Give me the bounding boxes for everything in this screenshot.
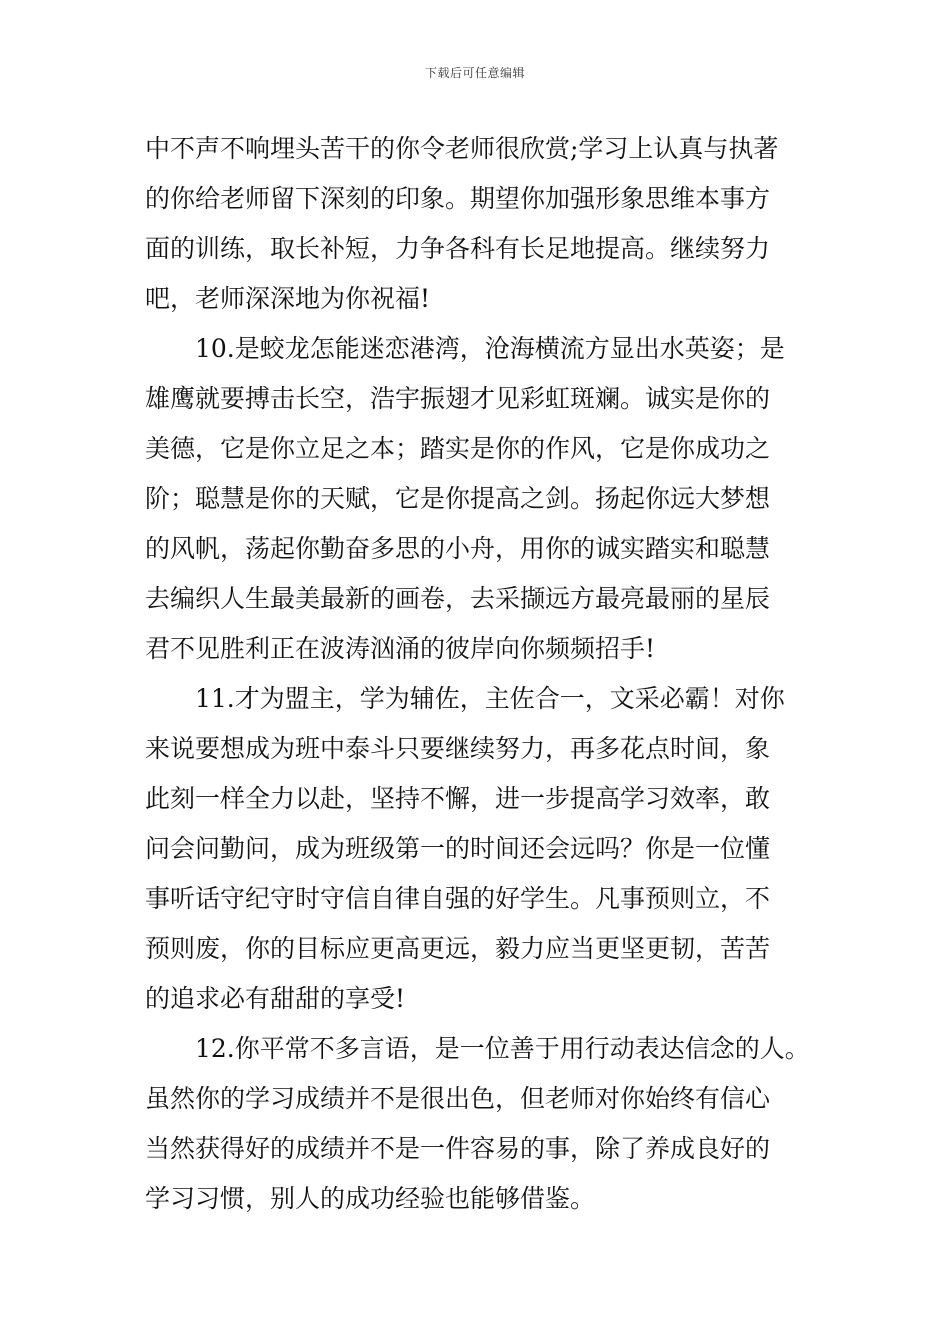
- text-line: 君不见胜利正在波涛汹涌的彼岸向你频频招手!: [145, 634, 656, 663]
- text-line: 的追求必有甜甜的享受!: [145, 984, 406, 1013]
- paragraph-10: [145, 324, 845, 674]
- paragraph-12: [145, 1024, 845, 1224]
- text-line: 事听话守纪守时守信自律自强的好学生。凡事预则立，不: [145, 884, 771, 913]
- text-line: 学习习惯，别人的成功经验也能够借鉴。: [145, 1184, 596, 1213]
- text-line: 10.是蛟龙怎能迷恋港湾，沧海横流方显出水英姿；是: [195, 334, 785, 363]
- text-line: 阶；聪慧是你的天赋，它是你提高之剑。扬起你远大梦想: [145, 484, 771, 513]
- text-line: 中不声不响埋头苦干的你令老师很欣赏;学习上认真与执著: [145, 134, 779, 163]
- paragraph-continued: [145, 124, 845, 324]
- text-line: 虽然你的学习成绩并不是很出色，但老师对你始终有信心: [145, 1084, 771, 1113]
- text-line: 预则废，你的目标应更高更远，毅力应当更坚更韧，苦苦: [145, 934, 771, 963]
- text-line: 的你给老师留下深刻的印象。期望你加强形象思维本事方: [145, 184, 771, 213]
- text-line: 美德，它是你立足之本；踏实是你的作风，它是你成功之: [145, 434, 771, 463]
- page-header: 下载后可任意编辑: [424, 66, 525, 80]
- text-line: 此刻一样全力以赴，坚持不懈，进一步提高学习效率，敢: [145, 784, 771, 813]
- paragraph-11: [145, 674, 845, 1024]
- text-line: 雄鹰就要搏击长空，浩宇振翅才见彩虹斑斓。诚实是你的: [145, 384, 771, 413]
- text-line: 面的训练，取长补短，力争各科有长足地提高。继续努力: [145, 234, 771, 263]
- document-body: [145, 124, 845, 1224]
- text-line: 来说要想成为班中泰斗只要继续努力，再多花点时间，象: [145, 734, 771, 763]
- text-line: 当然获得好的成绩并不是一件容易的事，除了养成良好的: [145, 1134, 771, 1163]
- text-line: 12.你平常不多言语，是一位善于用行动表达信念的人。: [195, 1034, 810, 1063]
- text-line: 的风帆，荡起你勤奋多思的小舟，用你的诚实踏实和聪慧: [145, 534, 771, 563]
- text-line: 问会问勤问，成为班级第一的时间还会远吗？你是一位懂: [145, 834, 771, 863]
- text-line: 吧，老师深深地为你祝福!: [145, 284, 431, 313]
- text-line: 11.才为盟主，学为辅佐，主佐合一，文采必霸！对你: [195, 684, 785, 713]
- text-line: 去编织人生最美最新的画卷，去采撷远方最亮最丽的星辰: [145, 584, 771, 613]
